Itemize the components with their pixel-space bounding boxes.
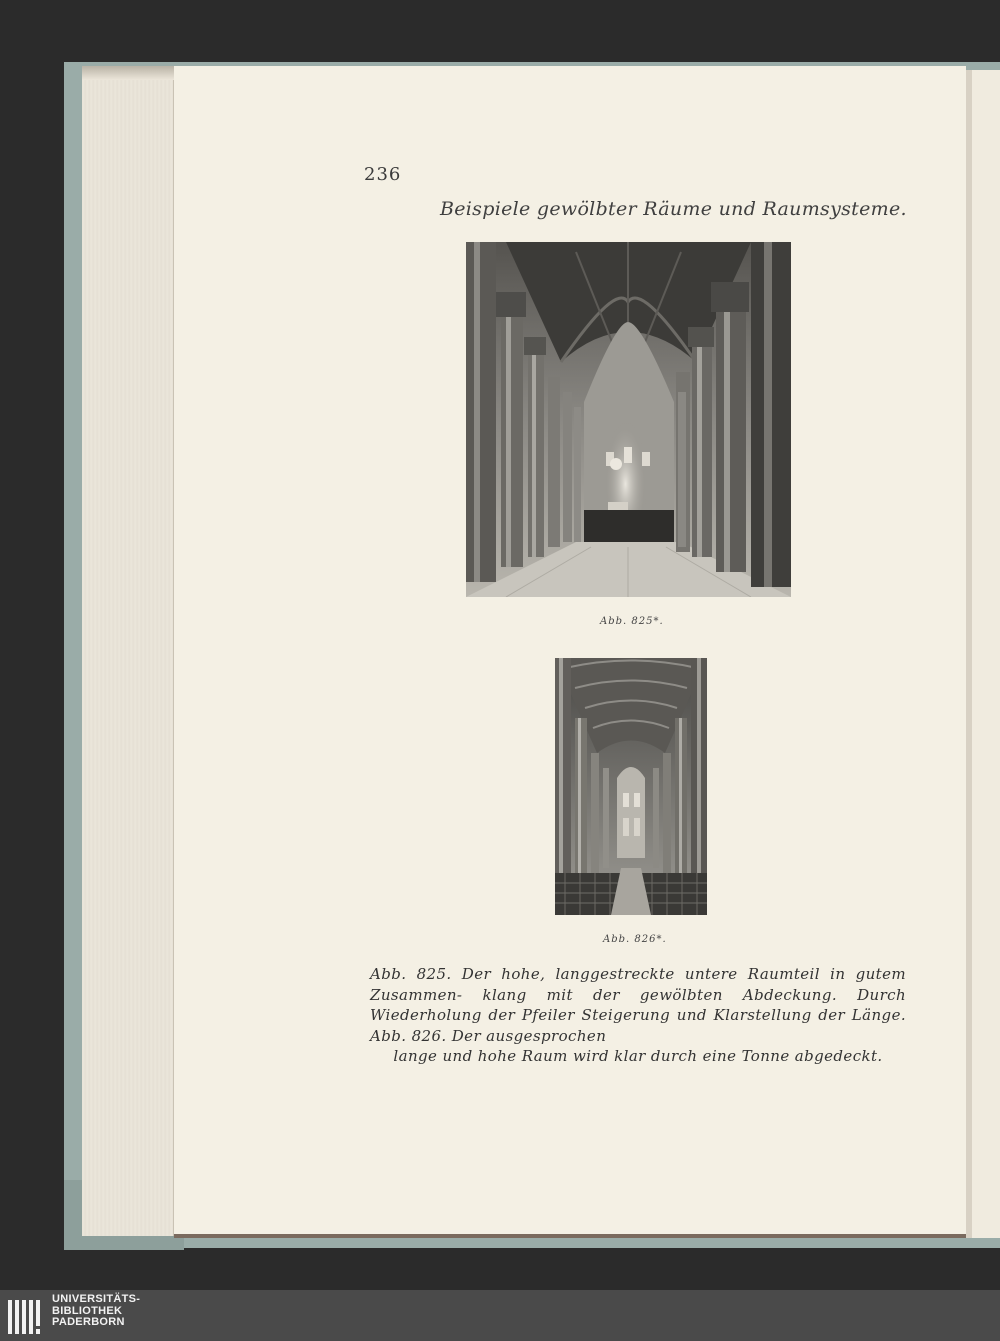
library-footer (0, 1290, 1000, 1341)
right-page-gutter (966, 70, 972, 1238)
page-number: 236 (364, 164, 402, 185)
body-line: Steigerung und Klarstellung der Länge. Abb. 826. Der ausgesprochen (370, 1006, 907, 1045)
running-head: Beispiele gewölbter Räume und Raumsysteme. (440, 198, 907, 220)
page-block-edges (82, 66, 174, 1236)
figure-825-caption: Abb. 825*. (600, 616, 664, 627)
logo-line: UNIVERSITÄTS- (52, 1293, 141, 1305)
logo-line: PADERBORN (52, 1316, 125, 1328)
figure-826-caption: Abb. 826*. (603, 934, 667, 945)
figure-825-photo (466, 242, 791, 597)
library-logo-text (52, 1294, 140, 1329)
figure-826-photo (555, 658, 707, 915)
book-page (174, 66, 966, 1234)
page-block-top (82, 66, 174, 80)
logo-line: BIBLIOTHEK (52, 1304, 123, 1317)
body-line: Abb. 825. Der hohe, langgestreckte untere Raumteil in gutem Zusammen- (370, 965, 906, 1004)
body-paragraph (370, 964, 906, 1067)
body-line: klang mit der gewölbten Abdeckung. Durch Wiederholung der Pfeiler (370, 985, 907, 1024)
library-logo-icon (6, 1296, 48, 1338)
body-line: lange und hohe Raum wird klar durch eine Tonne abgedeckt. (393, 1047, 883, 1065)
